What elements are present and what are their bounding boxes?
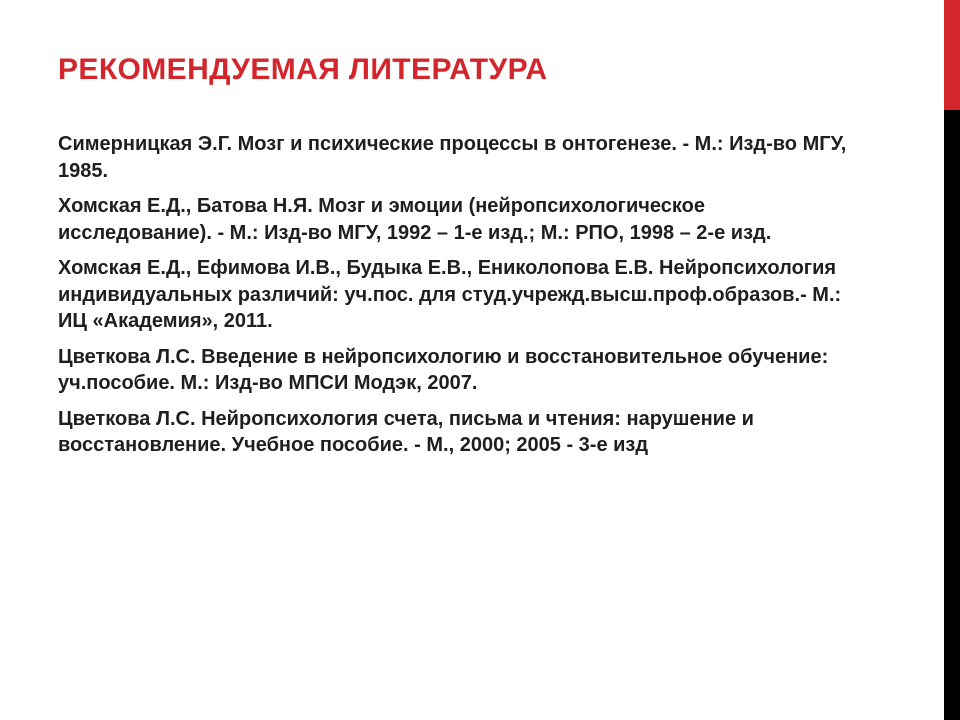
accent-bar-black [944,110,960,720]
reference-list [58,131,848,468]
slide-title: РЕКОМЕНДУЕМАЯ ЛИТЕРАТУРА [58,53,548,86]
accent-bar-red [944,0,960,110]
reference-item: Хомская Е.Д., Батова Н.Я. Мозг и эмоции (нейропсихологическое исследование). - М.: Изд-во МГУ, 1992 – 1-е изд.; М.: РПО, 1998 – 2-е изд. [58,195,772,244]
reference-item: Хомская Е.Д., Ефимова И.В., Будыка Е.В., Ениколопова Е.В. Нейропсихология индивидуальных различий: уч.пос. для студ.учрежд.высш.проф.образов.- М.: ИЦ «Академия», 2011. [58,257,842,332]
reference-item: Цветкова Л.С. Нейропсихология счета, письма и чтения: нарушение и восстановление. Учебное пособие. - М., 2000; 2005 - 3-е изд [58,407,754,456]
reference-item: Цветкова Л.С. Введение в нейропсихологию и восстановительное обучение: уч.пособие. М.: Изд-во МПСИ Модэк, 2007. [58,345,829,394]
reference-item: Симерницкая Э.Г. Мозг и психические процессы в онтогенезе. - М.: Изд-во МГУ, 1985. [58,133,847,182]
